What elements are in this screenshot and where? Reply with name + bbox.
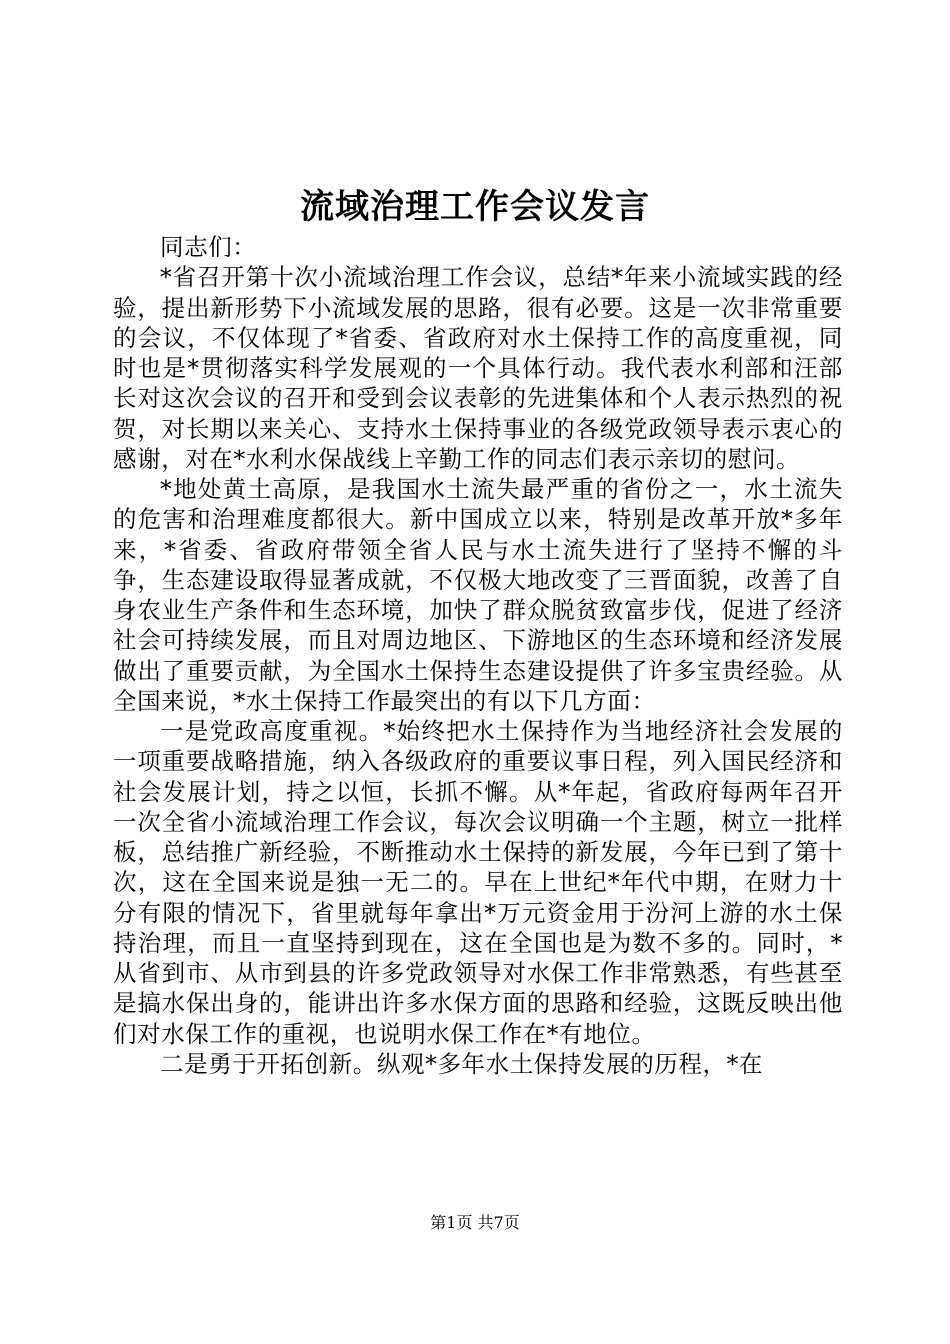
paragraph-background: *地处黄土高原，是我国水土流失最严重的省份之一，水土流失的危害和治理难度都很大。新中国成立以来，特别是改革开放*多年来，*省委、省政府带领全省人民与水土流失进行了坚持不懈的斗争，生态建设取得显著成就，不仅极大地改变了三晋面貌，改善了自身农业生产条件和生态环境，加快了群众脱贫致富步伐，促进了经济社会可持续发展，而且对周边地区、下游地区的生态环境和经济发展做出了重要贡献，为全国水土保持生态建设提供了许多宝贵经验。从全国来说，*水土保持工作最突出的有以下几方面： [113,475,843,715]
paragraph-point-two: 二是勇于开拓创新。纵观*多年水土保持发展的历程，*在 [160,1049,764,1078]
document-title: 流域治理工作会议发言 [300,187,650,227]
salutation: 同志们： [160,233,257,261]
document-body [113,232,843,1079]
paragraph-intro: *省召开第十次小流域治理工作会议，总结*年来小流域实践的经验，提出新形势下小流域发展的思路，很有必要。这是一次非常重要的会议，不仅体现了*省委、省政府对水土保持工作的高度重视，同时也是*贯彻落实科学发展观的一个具体行动。我代表水利部和汪部长对这次会议的召开和受到会议表彰的先进集体和个人表示热烈的祝贺，对长期以来关心、支持水土保持事业的各级党政领导表示衷心的感谢，对在*水利水保战线上辛勤工作的同志们表示亲切的慰问。 [113,263,843,473]
page-footer: 第1页 共7页 [430,1213,520,1232]
paragraph-point-one: 一是党政高度重视。*始终把水土保持作为当地经济社会发展的一项重要战略措施，纳入各级政府的重要议事日程，列入国民经济和社会发展计划，持之以恒，长抓不懈。从*年起，省政府每两年召开一次全省小流域治理工作会议，每次会议明确一个主题，树立一批样板，总结推广新经验，不断推动水土保持的新发展，今年已到了第十次，这在全国来说是独一无二的。早在上世纪*年代中期，在财力十分有限的情况下，省里就每年拿出*万元资金用于汾河上游的水土保持治理，而且一直坚持到现在，这在全国也是为数不多的。同时，*从省到市、从市到县的许多党政领导对水保工作非常熟悉，有些甚至是搞水保出身的，能讲出许多水保方面的思路和经验，这既反映出他们对水保工作的重视，也说明水保工作在*有地位。 [113,717,843,1048]
